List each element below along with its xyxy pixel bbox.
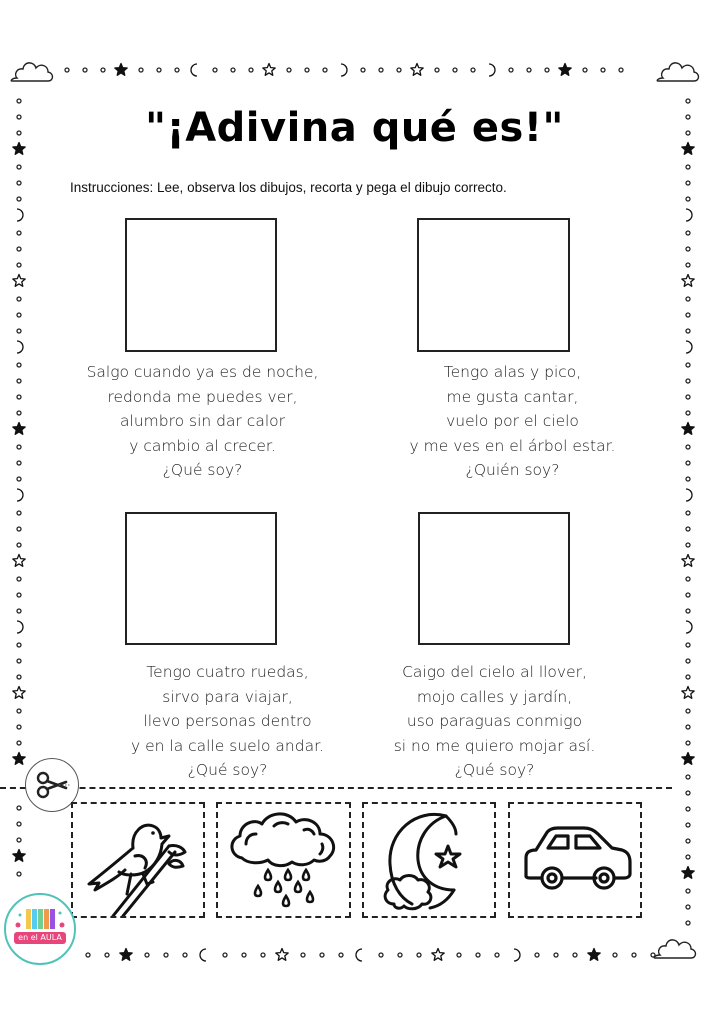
dot-icon: [398, 953, 402, 957]
dot-icon: [686, 379, 690, 383]
riddle-line: alumbro sin dar calor: [120, 412, 285, 430]
dot-icon: [686, 445, 690, 449]
dot-icon: [632, 953, 636, 957]
riddle-1: [60, 360, 345, 483]
riddle-line: uso paraguas conmigo: [406, 712, 583, 730]
riddle-question: ¿Qué soy?: [187, 761, 268, 779]
dot-icon: [686, 461, 690, 465]
dot-icon: [17, 822, 21, 826]
dot-icon: [223, 953, 227, 957]
riddle-line: llevo personas dentro: [143, 712, 312, 730]
dot-icon: [17, 165, 21, 169]
cloud-icon: [654, 940, 695, 958]
dot-icon: [686, 905, 690, 909]
dot-icon: [17, 379, 21, 383]
riddle-line: mojo calles y jardín,: [416, 687, 573, 706]
star-icon: [115, 64, 127, 76]
dot-icon: [17, 461, 21, 465]
dot-icon: [686, 643, 690, 647]
car-icon: [510, 804, 640, 916]
dot-icon: [686, 775, 690, 779]
star-icon: [263, 64, 275, 76]
dot-icon: [164, 953, 168, 957]
moon-icon: [686, 341, 692, 353]
dot-icon: [17, 593, 21, 597]
dot-icon: [17, 527, 21, 531]
paste-box-2[interactable]: [417, 218, 570, 352]
moon-icon: [489, 64, 495, 76]
dot-icon: [601, 68, 605, 72]
dot-icon: [17, 477, 21, 481]
dot-icon: [453, 68, 457, 72]
star-icon: [682, 753, 694, 765]
dot-icon: [554, 953, 558, 957]
riddle-line: sirvo para viajar,: [162, 687, 293, 706]
dot-icon: [686, 197, 690, 201]
dot-icon: [686, 543, 690, 547]
bird-icon: [73, 804, 203, 916]
logo-text: en el AULA: [14, 932, 66, 944]
dot-icon: [17, 741, 21, 745]
rain-cloud-icon: [218, 804, 349, 916]
dot-icon: [83, 68, 87, 72]
dot-icon: [17, 263, 21, 267]
instructions-text: Instrucciones: Lee, observa los dibujos, recorta y pega el dibujo correcto.: [70, 180, 507, 195]
dot-icon: [457, 953, 461, 957]
dot-icon: [287, 68, 291, 72]
dot-icon: [17, 872, 21, 876]
dot-icon: [361, 68, 365, 72]
dot-icon: [17, 99, 21, 103]
paste-box-4[interactable]: [418, 512, 570, 645]
dot-icon: [17, 577, 21, 581]
dot-icon: [17, 297, 21, 301]
dot-icon: [476, 953, 480, 957]
dot-icon: [471, 68, 475, 72]
riddle-line: y en la calle suelo andar.: [131, 736, 324, 755]
riddle-question: ¿Qué soy?: [162, 461, 243, 479]
star-icon: [559, 64, 571, 76]
dot-icon: [686, 709, 690, 713]
star-icon: [13, 423, 25, 435]
dot-icon: [65, 68, 69, 72]
dot-icon: [686, 477, 690, 481]
dot-icon: [686, 297, 690, 301]
star-icon: [682, 555, 694, 567]
moon-icon: [686, 621, 692, 633]
dot-icon: [686, 839, 690, 843]
star-icon: [411, 64, 423, 76]
star-icon: [682, 687, 694, 699]
dot-icon: [17, 247, 21, 251]
riddle-question: ¿Qué soy?: [454, 761, 535, 779]
dot-icon: [583, 68, 587, 72]
dot-icon: [305, 68, 309, 72]
moon-icon: [191, 64, 197, 76]
moon-icon: [17, 209, 23, 221]
dot-icon: [86, 953, 90, 957]
moon-icon: [17, 341, 23, 353]
dot-icon: [320, 953, 324, 957]
dot-icon: [17, 313, 21, 317]
dot-icon: [157, 68, 161, 72]
dot-icon: [379, 68, 383, 72]
dot-icon: [417, 953, 421, 957]
dot-icon: [686, 329, 690, 333]
star-icon: [13, 555, 25, 567]
star-icon: [588, 949, 600, 961]
cutout-card-moon[interactable]: [362, 802, 496, 918]
moon-icon: [341, 64, 347, 76]
star-icon: [276, 949, 288, 961]
moon-icon: [686, 489, 692, 501]
moon-icon: [17, 621, 23, 633]
cutout-card-bird[interactable]: [71, 802, 205, 918]
dot-icon: [339, 953, 343, 957]
dot-icon: [101, 68, 105, 72]
dot-icon: [17, 363, 21, 367]
dot-icon: [105, 953, 109, 957]
riddle-line: Tengo cuatro ruedas,: [146, 663, 309, 681]
dot-icon: [686, 99, 690, 103]
cutout-card-car[interactable]: [508, 802, 642, 918]
dot-icon: [686, 313, 690, 317]
riddle-2: [370, 360, 655, 483]
dot-icon: [145, 953, 149, 957]
dot-icon: [686, 659, 690, 663]
moon-icon: [17, 489, 23, 501]
riddle-line: vuelo por el cielo: [446, 412, 579, 430]
dot-icon: [175, 68, 179, 72]
star-icon: [682, 867, 694, 879]
riddle-line: Tengo alas y pico,: [443, 363, 582, 381]
dot-icon: [686, 511, 690, 515]
riddle-line: Caigo del cielo al llover,: [402, 663, 587, 681]
dot-icon: [545, 68, 549, 72]
dot-icon: [651, 953, 655, 957]
riddle-line: si no me quiero mojar así.: [393, 736, 596, 755]
dot-icon: [686, 411, 690, 415]
riddle-line: Salgo cuando ya es de noche,: [86, 363, 319, 381]
star-icon: [13, 275, 25, 287]
dot-icon: [686, 231, 690, 235]
dot-icon: [17, 511, 21, 515]
dot-icon: [686, 807, 690, 811]
dot-icon: [686, 577, 690, 581]
star-icon: [13, 753, 25, 765]
dot-icon: [686, 165, 690, 169]
moon-star-icon: [364, 804, 494, 916]
star-icon: [432, 949, 444, 961]
dot-icon: [379, 953, 383, 957]
dot-icon: [686, 889, 690, 893]
dot-icon: [242, 953, 246, 957]
dot-icon: [17, 709, 21, 713]
dot-icon: [17, 445, 21, 449]
dot-icon: [17, 838, 21, 842]
dot-icon: [686, 791, 690, 795]
moon-icon: [356, 949, 362, 961]
dot-icon: [17, 543, 21, 547]
star-icon: [682, 275, 694, 287]
dot-icon: [686, 247, 690, 251]
cutout-card-rain-cloud[interactable]: [216, 802, 351, 918]
paste-box-3[interactable]: [125, 512, 277, 645]
riddle-4: [352, 660, 637, 783]
riddle-line: redonda me puedes ver,: [107, 387, 298, 406]
star-icon: [120, 949, 132, 961]
page-title: "¡Adivina qué es!": [145, 105, 564, 151]
moon-icon: [514, 949, 520, 961]
cloud-icon: [657, 63, 698, 81]
dot-icon: [17, 609, 21, 613]
dot-icon: [619, 68, 623, 72]
dot-icon: [17, 181, 21, 185]
dot-icon: [17, 659, 21, 663]
dot-icon: [509, 68, 513, 72]
dot-icon: [17, 643, 21, 647]
dot-icon: [435, 68, 439, 72]
moon-icon: [200, 949, 206, 961]
dot-icon: [686, 675, 690, 679]
cut-line: [0, 787, 672, 789]
dot-icon: [535, 953, 539, 957]
riddle-3: [85, 660, 370, 783]
star-icon: [682, 423, 694, 435]
dot-icon: [686, 823, 690, 827]
dot-icon: [686, 263, 690, 267]
star-icon: [13, 850, 25, 862]
dot-icon: [613, 953, 617, 957]
dot-icon: [231, 68, 235, 72]
dot-icon: [686, 855, 690, 859]
dot-icon: [686, 609, 690, 613]
dot-icon: [213, 68, 217, 72]
riddle-line: y me ves en el árbol estar.: [409, 436, 616, 455]
dot-icon: [686, 181, 690, 185]
dot-icon: [183, 953, 187, 957]
dot-icon: [527, 68, 531, 72]
moon-icon: [686, 209, 692, 221]
star-icon: [13, 687, 25, 699]
dot-icon: [397, 68, 401, 72]
dot-icon: [301, 953, 305, 957]
riddle-question: ¿Quién soy?: [465, 461, 560, 479]
dot-icon: [323, 68, 327, 72]
cloud-icon: [11, 63, 52, 81]
dot-icon: [17, 806, 21, 810]
dot-icon: [686, 527, 690, 531]
dot-icon: [573, 953, 577, 957]
dot-icon: [139, 68, 143, 72]
dot-icon: [686, 363, 690, 367]
dot-icon: [686, 593, 690, 597]
dot-icon: [17, 395, 21, 399]
riddle-line: y cambio al crecer.: [129, 436, 276, 455]
dot-icon: [686, 395, 690, 399]
paste-box-1[interactable]: [125, 218, 277, 352]
pencils-icon: [6, 895, 74, 963]
dot-icon: [686, 741, 690, 745]
dot-icon: [249, 68, 253, 72]
dot-icon: [17, 675, 21, 679]
dot-icon: [17, 231, 21, 235]
dot-icon: [686, 921, 690, 925]
dot-icon: [17, 329, 21, 333]
dot-icon: [17, 197, 21, 201]
dot-icon: [495, 953, 499, 957]
dot-icon: [17, 411, 21, 415]
dot-icon: [17, 725, 21, 729]
dot-icon: [686, 725, 690, 729]
dot-icon: [261, 953, 265, 957]
riddle-line: me gusta cantar,: [446, 387, 579, 406]
brand-logo: [4, 893, 76, 965]
